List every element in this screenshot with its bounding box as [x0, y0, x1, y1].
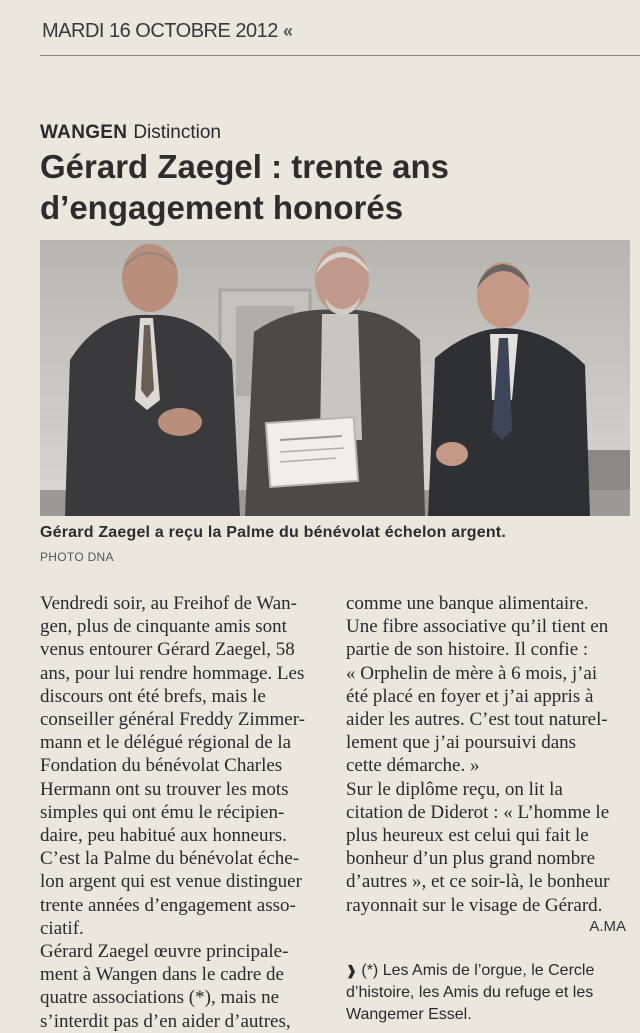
body-line: partie de son histoire. Il confie :: [346, 639, 589, 661]
body-line: ment à Wangen dans le cadre de: [40, 964, 284, 986]
body-line: Une fibre associative qu’il tient en: [346, 616, 609, 638]
photo-credit: PHOTO DNA: [40, 550, 114, 564]
body-column-right: [346, 592, 636, 917]
body-line: « Orphelin de mère à 6 mois, j’ai: [346, 662, 598, 684]
body-line: gen, plus de cinquante amis sont: [40, 616, 287, 638]
kicker-section: Distinction: [133, 122, 221, 143]
body-line: Vendredi soir, au Freihof de Wan-: [40, 593, 297, 614]
body-line: comme une banque alimentaire.: [346, 593, 589, 614]
body-column-left: [40, 592, 330, 1033]
body-line: C’est la Palme du bénévolat éche-: [40, 848, 300, 870]
body-line: ciatif.: [40, 917, 84, 939]
header-rule: [40, 55, 640, 56]
body-line: daire, peu habitué aux honneurs.: [40, 825, 287, 847]
body-line: citation de Diderot : « L’homme le: [346, 801, 610, 823]
body-line: ans, pour lui rendre hommage. Les: [40, 662, 305, 684]
dateline-text: MARDI 16 OCTOBRE 2012: [42, 20, 278, 42]
body-line: d’autres », et ce soir-là, le bonheur: [346, 871, 610, 893]
footnote-text: (*) Les Amis de l’orgue, le Cercle d’histoire, les Amis du refuge et les Wangemer Essel.: [346, 962, 595, 1023]
page-dateline: [42, 20, 292, 43]
body-line: été placé en foyer et j’ai appris à: [346, 685, 594, 707]
body-line: lement que j’ai poursuivi dans: [346, 732, 577, 754]
body-line: s’interdit pas d’en aider d’autres,: [40, 1010, 291, 1032]
headline-line-1: Gérard Zaegel : trente ans: [40, 148, 449, 185]
body-line: plus heureux est celui qui fait le: [346, 825, 589, 847]
article-photo: [40, 240, 630, 516]
body-line: venus entourer Gérard Zaegel, 58: [40, 639, 295, 661]
article-footnote: [346, 960, 636, 1026]
article-kicker: [40, 122, 221, 144]
body-line: Hermann ont su trouver les mots: [40, 778, 289, 800]
photo-caption: Gérard Zaegel a reçu la Palme du bénévolat échelon argent.: [40, 524, 506, 541]
body-line: aider les autres. C’est tout naturel-: [346, 709, 608, 731]
article-byline: A.MA: [589, 918, 626, 935]
body-line: Gérard Zaegel œuvre principale-: [40, 941, 289, 963]
body-line: simples qui ont ému le récipien-: [40, 801, 285, 823]
footnote-marker: ❱: [346, 963, 357, 978]
body-line: Sur le diplôme reçu, on lit la: [346, 778, 563, 800]
body-line: trente années d’engagement asso-: [40, 894, 296, 916]
article-headline: [40, 146, 600, 228]
body-line: mann et le délégué régional de la: [40, 732, 292, 754]
body-line: lon argent qui est venue distinguer: [40, 871, 302, 893]
body-line: discours ont été brefs, mais le: [40, 685, 266, 707]
photo-illustration: [40, 240, 630, 516]
body-line: conseiller général Freddy Zimmer-: [40, 709, 305, 731]
dateline-marker: «: [282, 21, 293, 41]
body-line: Fondation du bénévolat Charles: [40, 755, 283, 777]
body-line: rayonnait sur le visage de Gérard.: [346, 894, 603, 916]
body-line: bonheur d’un plus grand nombre: [346, 848, 596, 870]
body-line: quatre associations (*), mais ne: [40, 987, 280, 1009]
kicker-place: WANGEN: [40, 122, 128, 143]
body-line: cette démarche. »: [346, 755, 480, 777]
headline-line-2: d’engagement honorés: [40, 189, 404, 226]
